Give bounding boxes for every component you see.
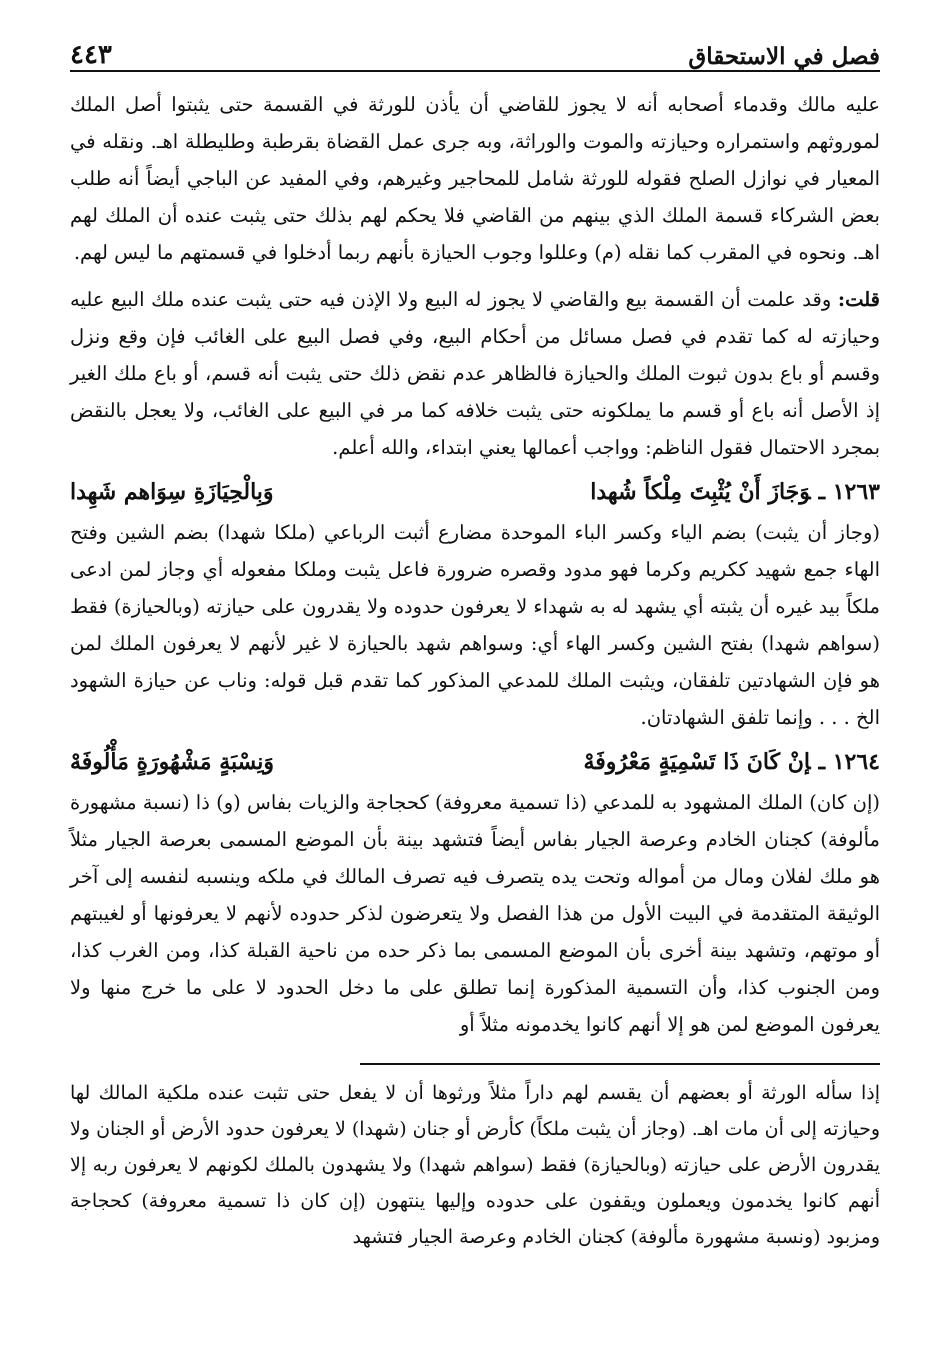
footnote-divider	[360, 1063, 880, 1065]
verse-1264-first-hemistich	[584, 742, 881, 782]
paragraph-2-text: وقد علمت أن القسمة بيع والقاضي لا يجوز له البيع ولا الإذن فيه حتى يثبت عنده ملك البيع عليه وحيازته له كما تقدم في فصل مسائل من أحكام البيع، وفي فصل البيع على الغائب فإن وقع ونزل وقسم أو باع بدون ثبوت الملك والحيازة فالظاهر عدم نقض ذلك حتى يثبت أنه قسم، أو باع ملك الغير إذ الأصل أنه باع أو قسم ما يملكونه حتى يثبت خلافه كما مر في البيع على الغائب، ولا يعجل بالنقض بمجرد الاحتمال فقول الناظم: وواجب أعمالها يعني ابتداء، والله أعلم.	[70, 288, 880, 459]
paragraph-3: (وجاز أن يثبت) بضم الياء وكسر الباء الموحدة مضارع أثبت الرباعي (ملكا شهدا) بضم الشين وفتح الهاء جمع شهيد ككريم وكرما فهو مدود وقصره ضرورة فاعل يثبت وملكا مفعوله أي وجاز لمن ادعى ملكاً بيد غيره أن يثبته أي يشهد له به شهداء لا يعرفون حدوده ولا يقدرون على حيازته (وبالحيازة) فقط (سواهم شهدا) بفتح الشين وكسر الهاء أي: وسواهم شهد بالحيازة لا غير لأنهم لا يعرفون الملك لمن هو فإن الشهادتين تلفقان، ويثبت الملك للمدعي المذكور كما تقدم قبل قوله: وناب عن حيازة الشهود الخ . . . وإنما تلفق الشهادتان.	[70, 521, 880, 729]
verse-1264-hemistich-2: وَنِسْبَةٍ مَشْهُورَةٍ مَأْلُوفَهْ	[70, 749, 275, 775]
footnote: إذا سأله الورثة أو بعضهم أن يقسم لهم داراً مثلاً ورثوها أن لا يفعل حتى تثبت عنده ملكية المالك لها وحيازته إلى أن مات اهـ. (وجاز أن يثبت ملكاً) كأرض أو جنان (شهدا) لا يعرفون حدود الأرض أو الجنان ولا يقدرون الأرض على حيازته (وبالحيازة) فقط (سواهم شهدا) ولا يشهدون بالملك لكونهم لا يعرفون ربه إلا أنهم كانوا يخدمون ويعملون ويقفون على حدوده وإليها ينتهون (إن كان ذا تسمية معروفة) كحجاجة ومزبود (ونسبة مشهورة مألوفة) كجنان الخادم وعرصة الجيار فتشهد	[70, 1082, 880, 1248]
verse-1264-hemistich-1: إنْ كَانَ ذَا تَسْمِيَةٍ مَعْرُوفَهْ	[583, 749, 811, 775]
verse-1263-first-hemistich	[590, 472, 880, 512]
verse-1263-hemistich-2: وَبِالْحِيَازَةِ سِوَاهم شَهِدا	[70, 479, 274, 505]
paragraph-1: عليه مالك وقدماء أصحابه أنه لا يجوز للقاضي أن يأذن للورثة في القسمة حتى يثبتوا أصل الملك لموروثهم واستمراره وحيازته والموت والوراثة، وبه جرى عمل القضاة بقرطبة وطليطلة اهـ. ونقله في المعيار في نوازل الصلح فقوله للورثة شامل للمحاجير وغيرهم، وفي المفيد عن الباجي أيضاً أنه طلب بعض الشركاء قسمة الملك الذي بينهم من القاضي فلا يحكم لهم بذلك حتى يثبت عنده أن الملك لهم اهـ. ونحوه في المقرب كما نقله (م) وعللوا وجوب الحيازة بأنهم ربما أدخلوا في قسمتهم ما ليس لهم.	[70, 93, 880, 264]
verse-1263-number: ١٢٦٣ ـ	[818, 479, 880, 505]
page-number: ٤٤٣	[70, 40, 112, 70]
section-title: فصل في الاستحقاق	[688, 43, 880, 70]
paragraph-2	[70, 281, 880, 466]
verse-1263-hemistich-1: وَجَازَ أَنْ يُثْبِتَ مِلْكاً شُهدا	[590, 479, 811, 505]
paragraph-4: (إن كان) الملك المشهود به للمدعي (ذا تسمية معروفة) كحجاجة والزيات بفاس (و) ذا (نسبة مشهورة مألوفة) كجنان الخادم وعرصة الجيار بفاس أيضاً فتشهد بينة بأن الموضع المسمى بعرصة الجيار مثلاً هو ملك لفلان ومال من أمواله وتحت يده يتصرف فيه تصرف المالك في ملكه وينسبه لنفسه إلى آخر الوثيقة المتقدمة في البيت الأول من هذا الفصل ولا يتعرضون لذكر حدوده لأنهم لا يعرفونها أو لغيبتهم أو موتهم، وتشهد بينة أخرى بأن الموضع المسمى بما ذكر حده من ناحية القبلة كذا، ومن الغرب كذا، ومن الجنوب كذا، وأن التسمية المذكورة إنما تطلق على ما دخل الحدود لا على ما خرج منها ولا يعرفون الموضع لمن هو إلا أنهم كانوا يخدمونه مثلاً أو	[70, 791, 880, 1036]
verse-1263	[70, 472, 880, 512]
verse-1264	[70, 742, 880, 782]
book-page	[70, 22, 880, 1255]
qultu-label: قلت:	[837, 288, 880, 311]
page-header	[70, 22, 880, 72]
verse-1264-number: ١٢٦٤ ـ	[818, 749, 880, 775]
